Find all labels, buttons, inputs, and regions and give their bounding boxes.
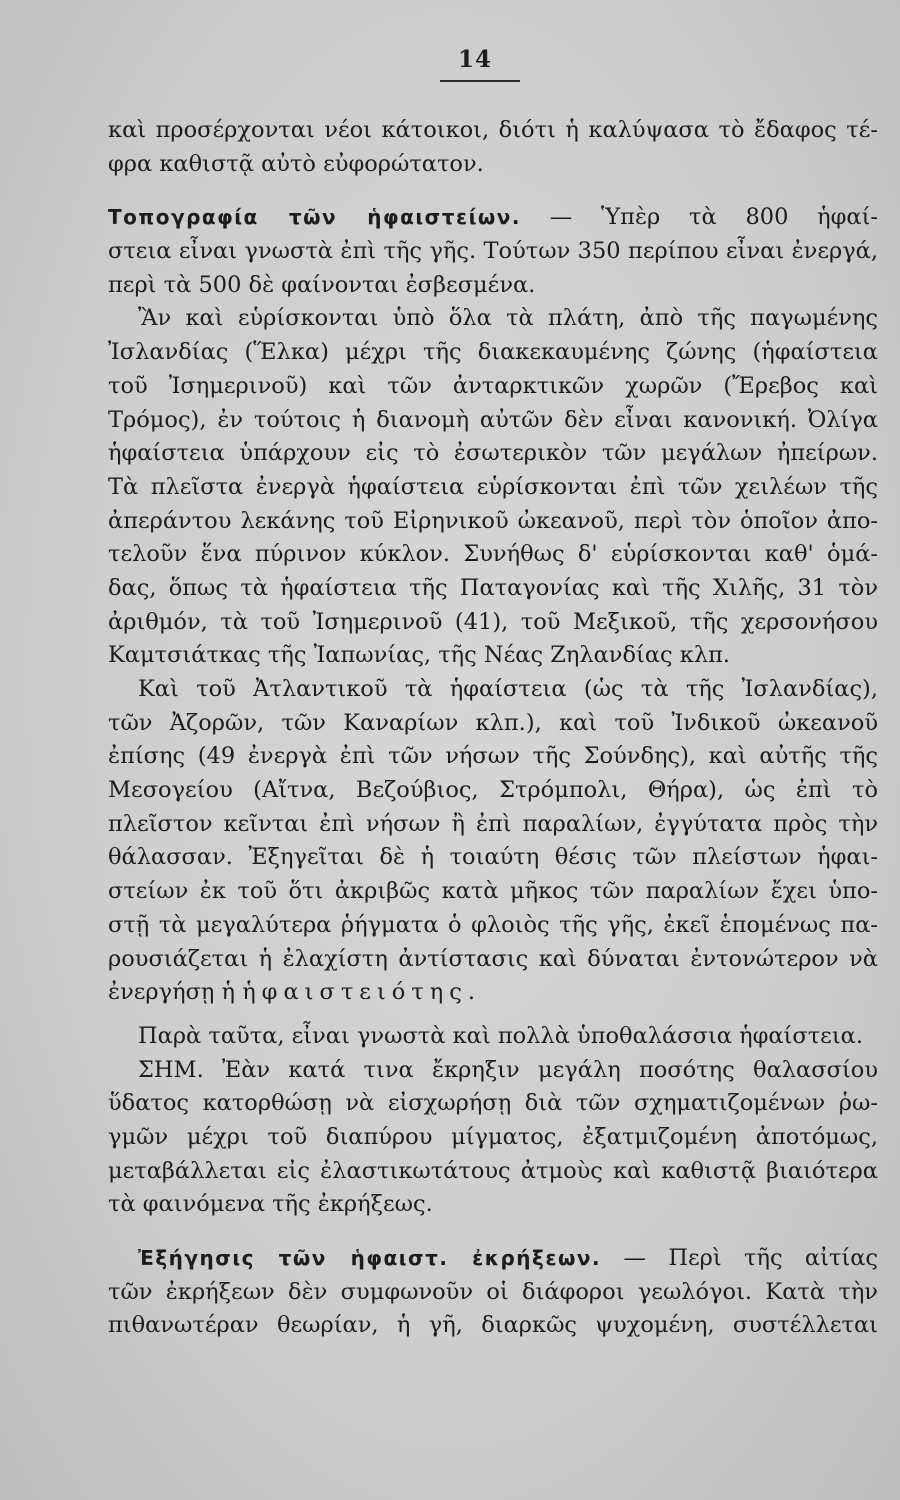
text-line: Ἂν καὶ εὑρίσκονται ὑπὸ ὅλα τὰ πλάτη, ἀπὸ τῆς παγωμένης bbox=[138, 305, 878, 332]
note-line: μεταβάλλεται εἰς ἐλαστικωτάτους ἀτμοὺς καὶ καθιστᾷ βιαιότερα bbox=[108, 1157, 878, 1184]
text-line: ἐπίσης (49 ἐνεργὰ ἐπὶ τῶν νήσων τῆς Σούνδης), καὶ αὐτῆς τῆς bbox=[108, 743, 878, 770]
text-line: φρα καθιστᾷ αὐτὸ εὐφορώτατον. bbox=[108, 150, 484, 177]
text-line-rest: — Ὑπὲρ τὰ 800 ἡφαί- bbox=[549, 204, 878, 231]
section-heading: Τοπογραφία τῶν ἡφαιστείων. bbox=[108, 205, 522, 230]
page-number-underline bbox=[440, 80, 520, 82]
text-line: καὶ προσέρχονται νέοι κάτοικοι, διότι ἡ καλύψασα τὸ ἔδαφος τέ- bbox=[108, 117, 878, 143]
text-line: Καμτσιάτκας τῆς Ἰαπωνίας, τῆς Νέας Ζηλανδίας κλπ. bbox=[108, 642, 731, 669]
text-line: πιθανωτέραν θεωρίαν, ἡ γῆ, διαρκῶς ψυχομένη, συστέλλεται bbox=[108, 1312, 878, 1339]
emphasized-word: ἡφαιστειότης. bbox=[242, 979, 481, 1006]
text-line: τῶν ἐκρήξεων δὲν συμφωνοῦν οἱ διάφοροι γεωλόγοι. Κατὰ τὴν bbox=[108, 1278, 878, 1305]
text-line: ἡφαίστεια ὑπάρχουν εἰς τὸ ἐσωτερικὸν τῶν μεγάλων ἠπείρων. bbox=[108, 440, 878, 467]
section-heading-line bbox=[108, 201, 878, 235]
text-line: περὶ τὰ 500 δὲ φαίνονται ἐσβεσμένα. bbox=[108, 271, 536, 298]
text-line: Τρόμος), ἐν τούτοις ἡ διανομὴ αὐτῶν δὲν εἶναι κανονική. Ὀλίγα bbox=[108, 406, 878, 433]
note-line: ΣΗΜ. Ἐὰν κατά τινα ἔκρηξιν μεγάλη ποσότης θαλασσίου bbox=[138, 1056, 878, 1083]
page-number: 14 bbox=[457, 46, 492, 73]
note-line: τὰ φαινόμενα τῆς ἐκρήξεως. bbox=[108, 1191, 433, 1218]
text-line: Ἰσλανδίας (Ἕλκα) μέχρι τῆς διακεκαυμένης ζώνης (ἡφαίστεια bbox=[108, 339, 878, 366]
text-line: πλεῖστον κεῖνται ἐπὶ νήσων ἢ ἐπὶ παραλίων, ἐγγύτατα πρὸς τὴν bbox=[108, 810, 878, 837]
text-line: στεια εἶναι γνωστὰ ἐπὶ τῆς γῆς. Τούτων 350 περίπου εἶναι ἐνεργά, bbox=[108, 238, 878, 265]
text-line: θάλασσαν. Ἐξηγεῖται δὲ ἡ τοιαύτη θέσις τῶν πλείστων ἡφαι- bbox=[108, 844, 878, 871]
text-line: ρουσιάζεται ἡ ἐλαχίστη ἀντίστασις καὶ δύναται ἐντονώτερον νὰ bbox=[108, 945, 878, 972]
text-line: Μεσογείου (Αἴτνα, Βεζούβιος, Στρόμπολι, Θήρα), ὡς ἐπὶ τὸ bbox=[108, 777, 878, 804]
text-line bbox=[108, 976, 878, 1010]
body-text bbox=[108, 114, 878, 1343]
text-line: τοῦ Ἰσημερινοῦ) καὶ τῶν ἀνταρκτικῶν χωρῶν (Ἔρεβος καὶ bbox=[108, 372, 878, 399]
text-line: δας, ὅπως τὰ ἡφαίστεια τῆς Παταγονίας καὶ τῆς Χιλῆς, 31 τὸν bbox=[108, 574, 878, 601]
text-line: τελοῦν ἕνα πύρινον κύκλον. Συνήθως δ' εὑρίσκονται καθ' ὁμά- bbox=[108, 541, 878, 568]
note-line: γμῶν μέχρι τοῦ διαπύρου μίγματος, ἐξατμιζομένη ἀποτόμως, bbox=[108, 1123, 878, 1150]
section-heading: Ἐξήγησις τῶν ἡφαιστ. ἐκρήξεων. bbox=[138, 1246, 602, 1270]
note-line: ὕδατος κατορθώσῃ νὰ εἰσχωρήσῃ διὰ τῶν σχηματιζομένων ῥω- bbox=[108, 1090, 878, 1117]
text-line: ἀριθμόν, τὰ τοῦ Ἰσημερινοῦ (41), τοῦ Μεξικοῦ, τῆς χερσονήσου bbox=[108, 608, 878, 635]
text-line: Τὰ πλεῖστα ἐνεργὰ ἡφαίστεια εὑρίσκονται ἐπὶ τῶν χειλέων τῆς bbox=[108, 473, 878, 500]
text-fragment: ἐνεργήσῃ ἡ bbox=[108, 979, 236, 1006]
text-line: Καὶ τοῦ Ἀτλαντικοῦ τὰ ἡφαίστεια (ὡς τὰ τῆς Ἰσλανδίας), bbox=[138, 676, 878, 702]
section-heading-line bbox=[108, 1242, 878, 1276]
text-line: τῶν Ἀζορῶν, τῶν Καναρίων κλπ.), καὶ τοῦ Ἰνδικοῦ ὠκεανοῦ bbox=[108, 709, 878, 736]
text-line: Παρὰ ταῦτα, εἶναι γνωστὰ καὶ πολλὰ ὑποθαλάσσια ἡφαίστεια. bbox=[138, 1022, 864, 1049]
text-line: ἀπεράντου λεκάνης τοῦ Εἰρηνικοῦ ὠκεανοῦ, περὶ τὸν ὁποῖον ἀπο- bbox=[108, 507, 878, 534]
text-line: στείων ἐκ τοῦ ὅτι ἀκριβῶς κατὰ μῆκος τῶν παραλίων ἔχει ὑπο- bbox=[108, 878, 878, 905]
text-line: στῇ τὰ μεγαλύτερα ῥήγματα ὁ φλοιὸς τῆς γῆς, ἐκεῖ ἑπομένως πα- bbox=[108, 911, 878, 938]
text-line-rest: — Περὶ τῆς αἰτίας bbox=[623, 1245, 878, 1271]
